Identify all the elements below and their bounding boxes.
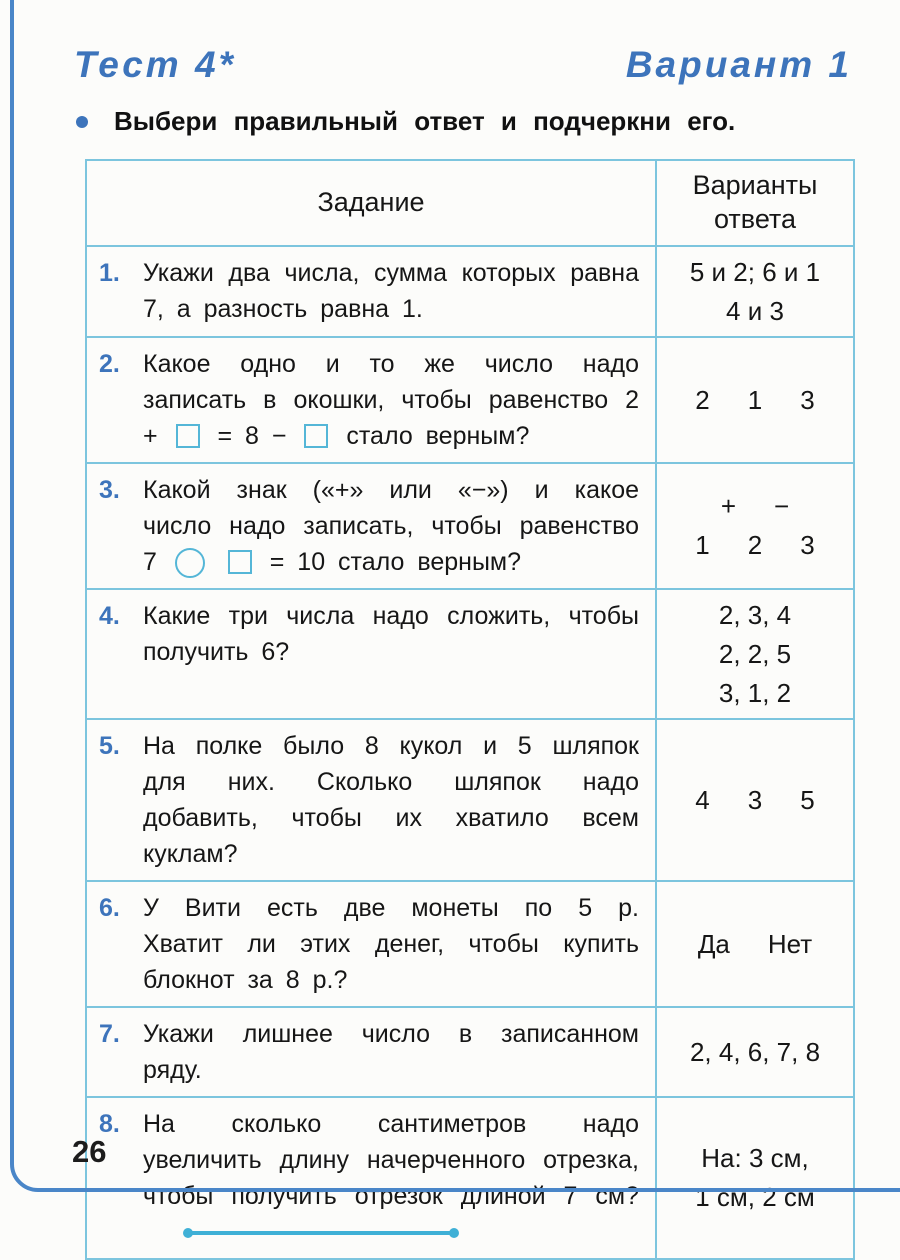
task-text: На полке было 8 кукол и 5 шляпок для них. Сколько шляпок надо добавить, чтобы их хватило всем куклам? — [143, 731, 639, 868]
answers-cell — [655, 1098, 853, 1258]
answer-line — [726, 294, 784, 328]
task-text: Укажи два числа, сумма которых равна 7, а разность равна 1. — [143, 258, 639, 323]
task-number: 8. — [99, 1109, 120, 1138]
answer-option[interactable]: На: 3 см, — [701, 1143, 809, 1173]
answer-option[interactable]: 4 и 3 — [726, 295, 784, 326]
answer-box-icon[interactable] — [304, 424, 328, 448]
task-cell — [87, 1098, 655, 1258]
instruction-row — [76, 106, 852, 137]
table-row — [87, 718, 853, 880]
task-number: 3. — [99, 475, 120, 504]
answer-option[interactable]: 2, 3, 4 — [718, 599, 792, 630]
bullet-icon — [76, 116, 88, 128]
answer-option[interactable]: 1 — [747, 384, 763, 415]
answers-cell — [655, 882, 853, 1006]
answer-line — [690, 1035, 820, 1069]
table-header-row — [87, 161, 853, 245]
task-cell — [87, 1008, 655, 1096]
answer-option[interactable]: 2, 4, 6, 7, 8 — [689, 1036, 821, 1067]
answer-line — [695, 383, 814, 417]
answer-line — [721, 489, 789, 523]
task-cell — [87, 590, 655, 718]
answer-option[interactable]: 3 — [747, 784, 763, 815]
answer-box-icon[interactable] — [228, 550, 252, 574]
answer-line — [701, 1141, 808, 1175]
sign-circle-icon[interactable] — [175, 548, 205, 578]
task-text: Какие три числа надо сложить, чтобы получить 6? — [143, 601, 639, 666]
task-number: 7. — [99, 1019, 120, 1048]
answer-option[interactable]: 3 — [800, 530, 815, 560]
answers-cell — [655, 590, 853, 718]
answer-line — [695, 528, 814, 562]
answer-option[interactable]: 3 — [800, 384, 815, 415]
answers-cell — [655, 1008, 853, 1096]
answer-option[interactable]: Нет — [767, 928, 813, 959]
answer-option[interactable]: 2, 2, 5 — [718, 638, 792, 669]
table-row — [87, 245, 853, 336]
answer-line — [698, 927, 812, 961]
task-number: 2. — [99, 349, 120, 378]
answer-line — [719, 676, 791, 710]
answer-line — [719, 598, 791, 632]
answer-option[interactable]: 2 — [747, 530, 763, 560]
task-cell — [87, 464, 655, 588]
answer-option[interactable]: + — [720, 491, 736, 521]
task-cell — [87, 720, 655, 880]
answers-cell — [655, 338, 853, 462]
answer-option[interactable]: 3, 1, 2 — [718, 677, 792, 708]
answer-box-icon[interactable] — [176, 424, 200, 448]
task-number: 6. — [99, 893, 120, 922]
column-header-task: Задание — [317, 186, 425, 217]
answer-line — [695, 1180, 815, 1214]
answer-option[interactable]: 5 и 2; 6 и 1 — [689, 256, 821, 287]
line-segment — [185, 1231, 457, 1235]
table-row — [87, 336, 853, 462]
answer-option[interactable]: 5 — [800, 784, 815, 815]
task-number: 1. — [99, 258, 120, 287]
task-text: У Вити есть две монеты по 5 р. Хватит ли этих денег, чтобы купить блокнот за 8 р.? — [143, 893, 639, 994]
page-number: 26 — [72, 1134, 107, 1169]
page-header — [0, 0, 900, 86]
answers-cell — [655, 464, 853, 588]
table-row — [87, 1096, 853, 1258]
answer-option[interactable]: Да — [697, 928, 730, 959]
instruction-text: Выбери правильный ответ и подчеркни его. — [114, 106, 736, 136]
task-number: 4. — [99, 601, 120, 630]
table-row — [87, 1006, 853, 1096]
task-cell — [87, 338, 655, 462]
page-title: Тест 4* — [74, 44, 236, 85]
task-text: Какое одно и то же число надо записать в окошки, чтобы равенство 2 + = 8 − стало верным? — [143, 349, 639, 450]
task-text: На сколько сантиметров надо увеличить длину начерченного отрезка, чтобы получить отрезок длиной 7 см? — [143, 1106, 643, 1250]
table-row — [87, 462, 853, 588]
task-number: 5. — [99, 731, 120, 760]
answer-option[interactable]: − — [774, 491, 790, 521]
answer-option[interactable]: 4 — [695, 784, 710, 815]
answer-line — [690, 255, 820, 289]
answer-option[interactable]: 1 см, 2 см — [695, 1182, 815, 1212]
test-table — [85, 159, 855, 1260]
task-text: Какой знак («+» или «−») и какое число надо записать, чтобы равенство 7 = 10 стало верным? — [143, 475, 639, 576]
variant-label: Вариант 1 — [625, 44, 852, 85]
task-cell — [87, 882, 655, 1006]
table-row — [87, 880, 853, 1006]
task-text: Укажи лишнее число в записанном ряду. — [143, 1019, 639, 1084]
answer-option[interactable]: 2 — [695, 384, 710, 415]
answers-cell — [655, 720, 853, 880]
answers-cell — [655, 247, 853, 336]
answer-line — [695, 783, 814, 817]
answer-line — [719, 637, 791, 671]
column-header-answers: Варианты ответа — [655, 161, 853, 245]
test-table-body — [87, 245, 853, 1258]
answer-option[interactable]: 1 — [695, 530, 710, 560]
task-cell — [87, 247, 655, 336]
table-row — [87, 588, 853, 718]
